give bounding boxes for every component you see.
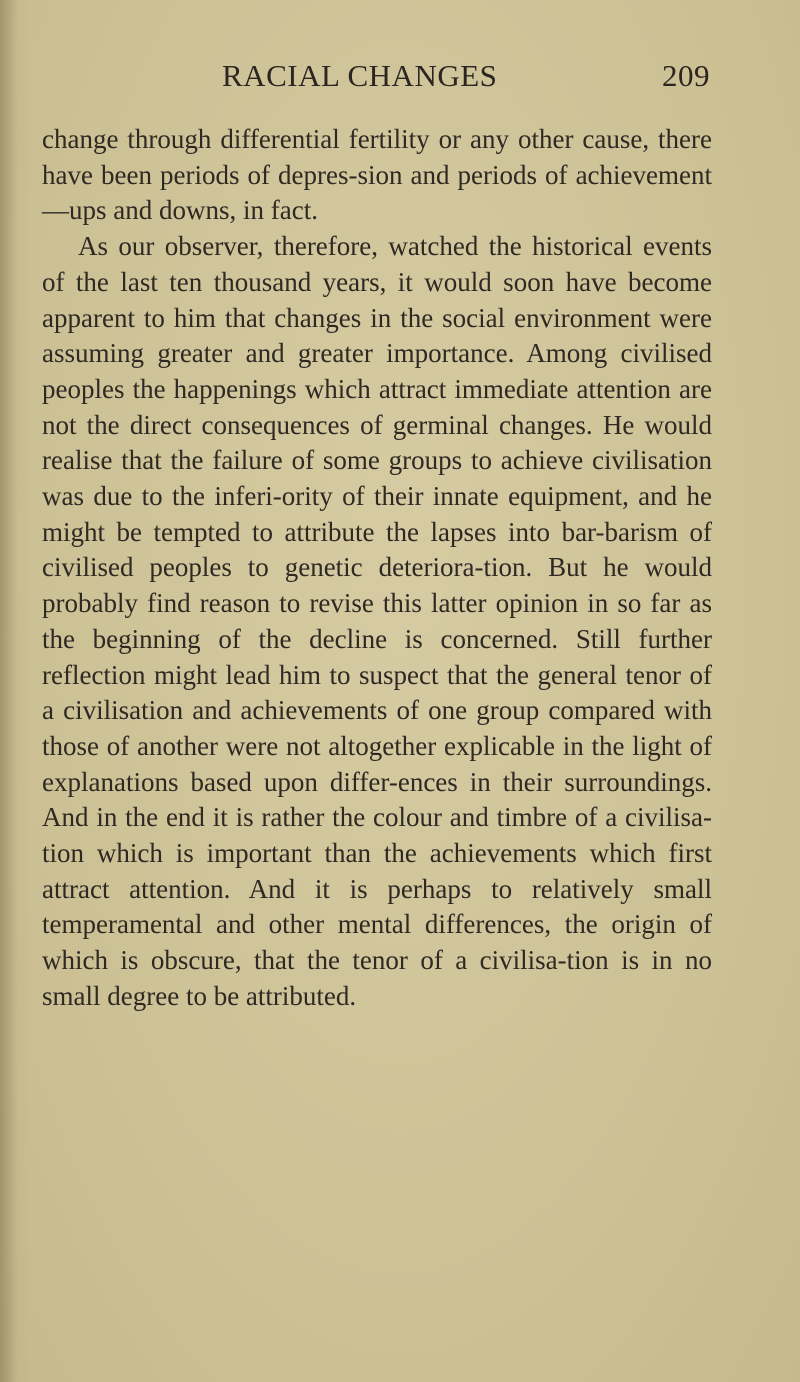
body-text [42,122,712,1015]
running-title: RACIAL CHANGES [222,58,498,93]
paragraph-1: change through differential fertility or any other cause, there have been periods of depres-sion and periods of achievement—ups and downs, in fact. [42,124,712,226]
page-number: 209 [662,58,710,93]
running-head [200,58,710,98]
page-gutter-shadow [0,0,18,1382]
paragraph-2: As our observer, therefore, watched the historical events of the last ten thousand years, it would soon have become apparent to him that changes in the social environment were assuming greater and greater importance. Among civilised peoples the happenings which attract immediate attention are not the direct consequences of germinal changes. He would realise that the failure of some groups to achieve civilisation was due to the inferi-ority of their innate equipment, and he might be tempted to attribute the lapses into bar-barism of civilised peoples to genetic deteriora-tion. But he would probably find reason to revise this latter opinion in so far as the beginning of the decline is concerned. Still further reflection might lead him to suspect that the general tenor of a civilisation and achievements of one group compared with those of another were not altogether explicable in the light of explanations based upon differ-ences in their surroundings. And in the end it is rather the colour and timbre of a civilisa-tion which is important than the achievements which first attract attention. And it is perhaps to relatively small temperamental and other mental differences, the origin of which is obscure, that the tenor of a civilisa-tion is in no small degree to be attributed. [42,231,712,1011]
